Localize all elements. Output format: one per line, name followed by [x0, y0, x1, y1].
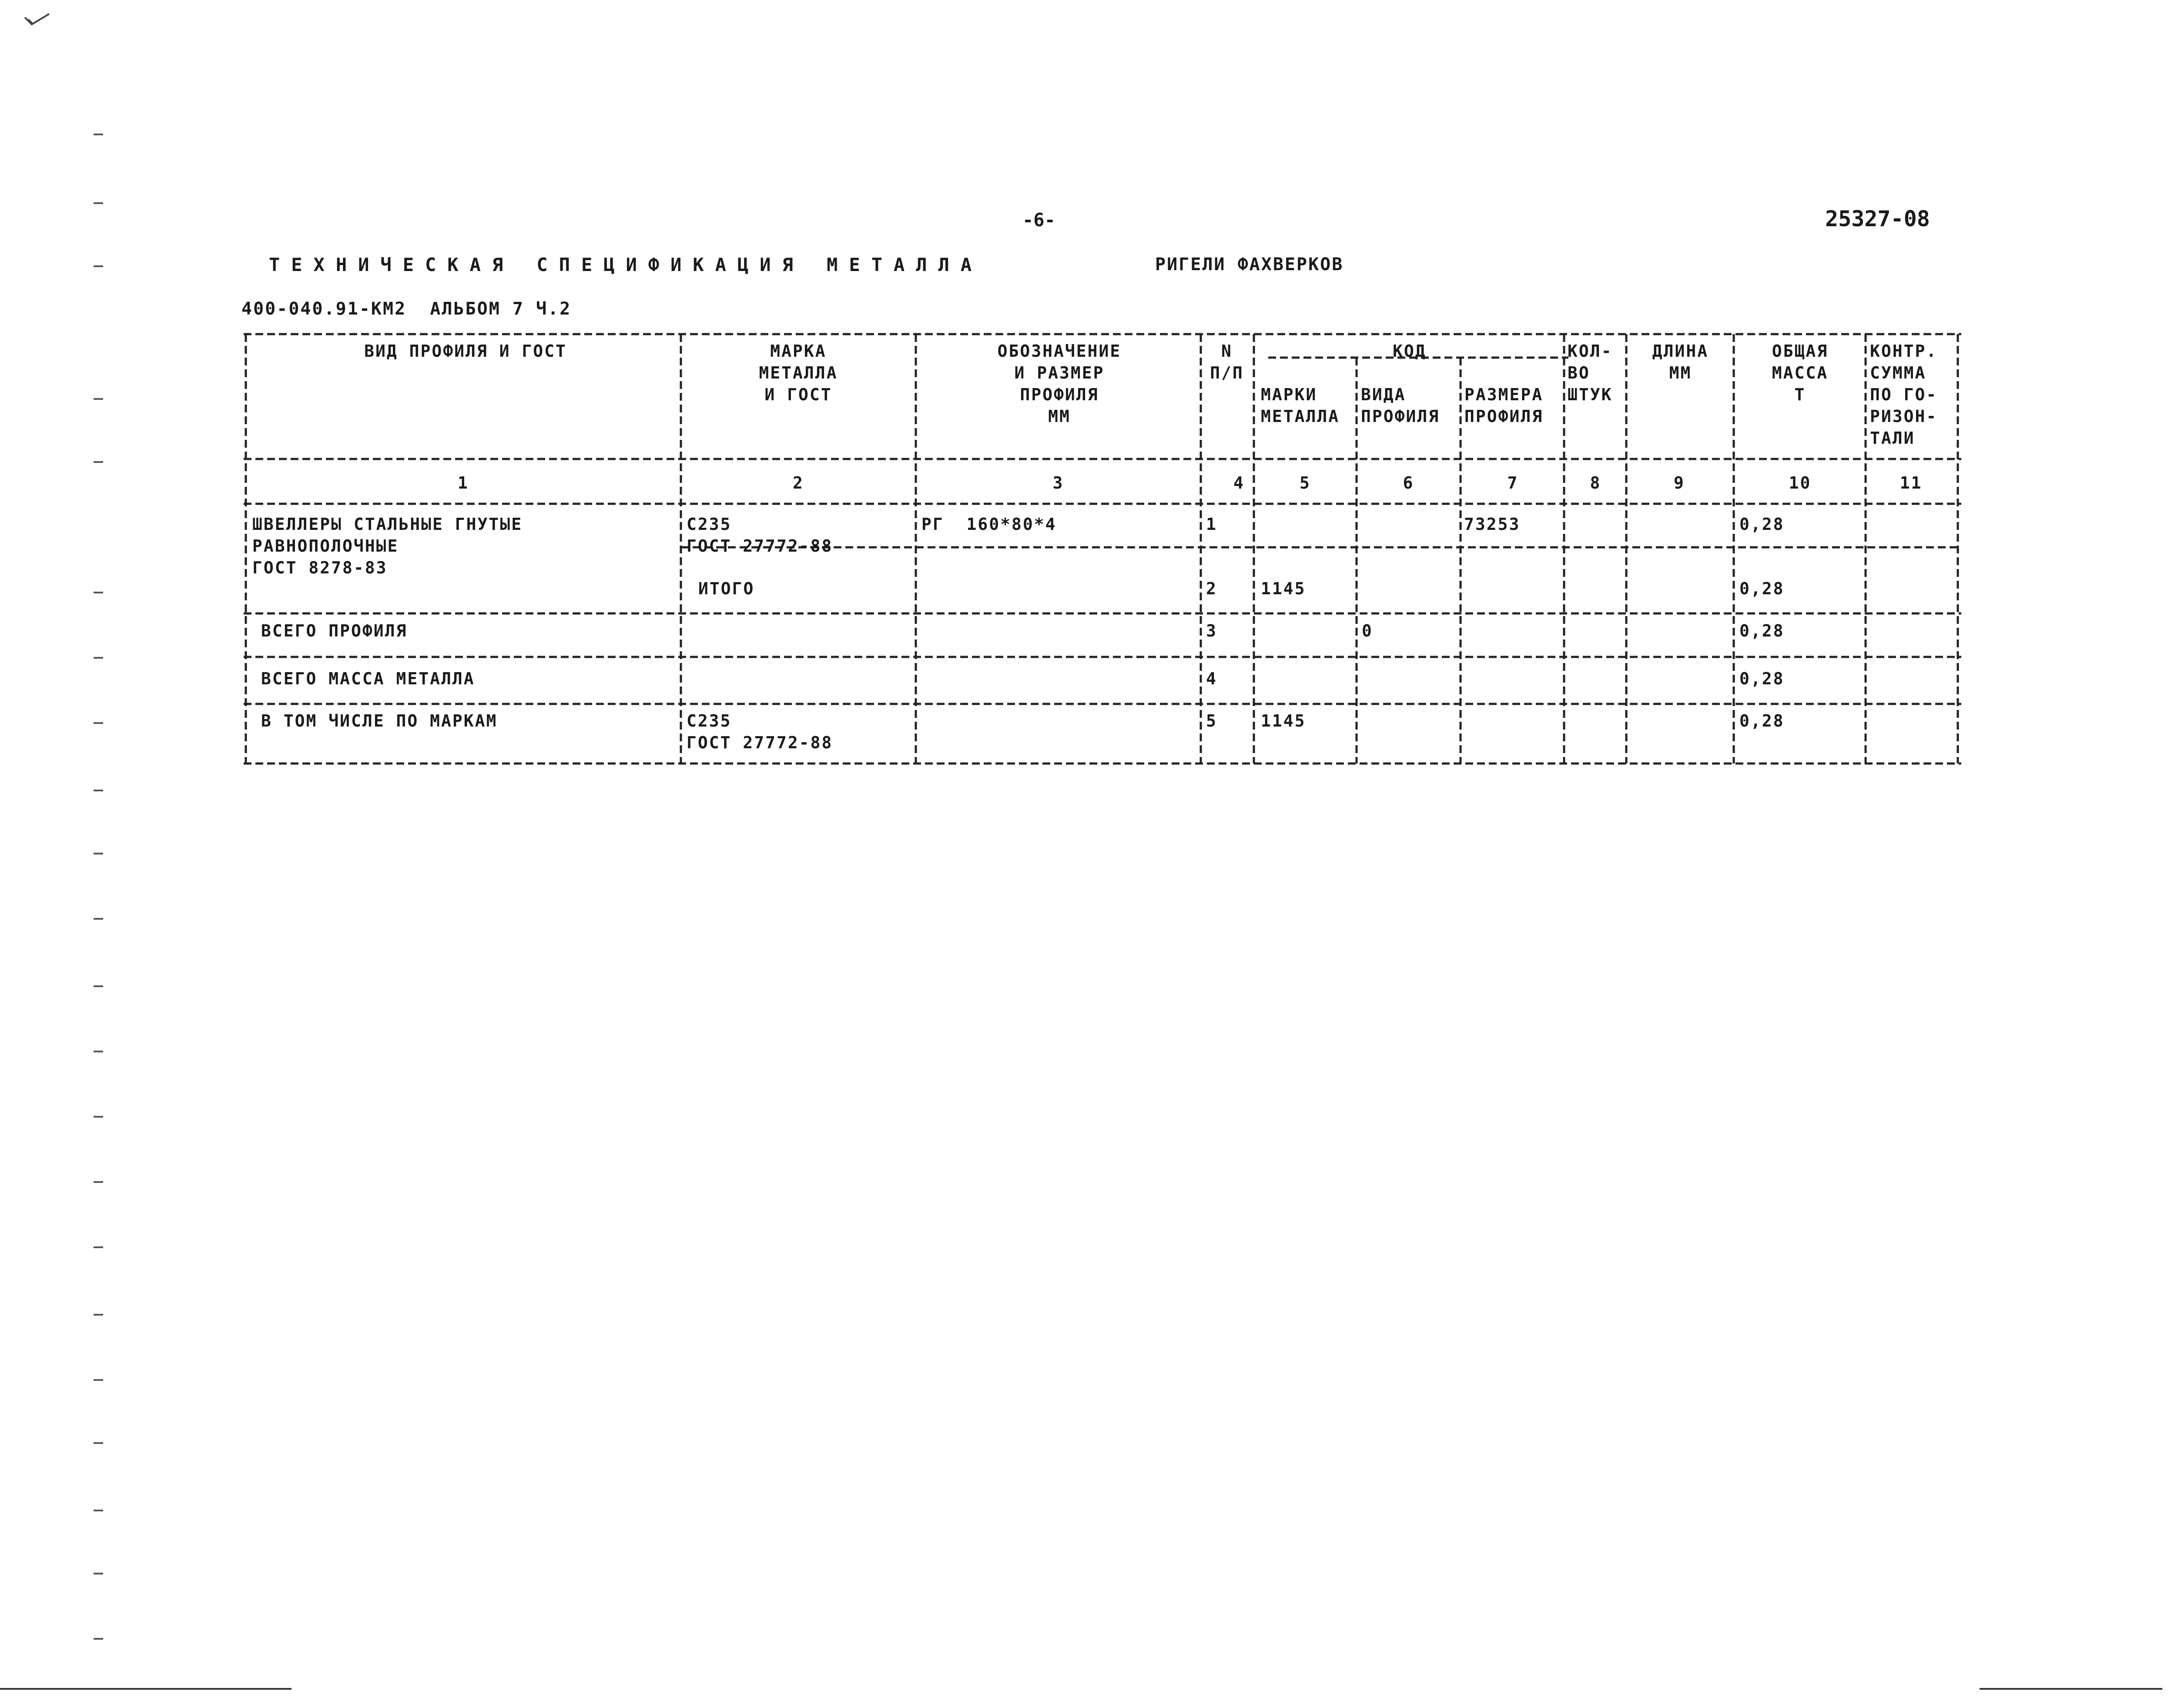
row1-metal-grade: С235 ГОСТ 27772-88 [687, 515, 833, 556]
column-number-7: 7 [1507, 473, 1519, 492]
row2-code-metal: 1145 [1261, 579, 1306, 598]
column-number-11: 11 [1900, 473, 1923, 492]
header-code-profile-type: ВИДА ПРОФИЛЯ [1361, 385, 1440, 426]
row4-total-mass: 0,28 [1739, 669, 1785, 688]
column-number-4: 4 [1233, 473, 1245, 492]
row1-designation: РГ 160*80*4 [921, 515, 1057, 534]
row4-profile-type: ВСЕГО МАССА МЕТАЛЛА [261, 669, 475, 688]
column-number-10: 10 [1789, 473, 1812, 492]
row1-profile-type: ШВЕЛЛЕРЫ СТАЛЬНЫЕ ГНУТЫЕ РАВНОПОЛОЧНЫЕ ГОСТ 8278-83 [252, 515, 523, 577]
row3-total-mass: 0,28 [1739, 621, 1785, 640]
row3-number: 3 [1206, 621, 1217, 640]
row5-number: 5 [1206, 711, 1217, 730]
column-number-6: 6 [1403, 473, 1414, 492]
header-row-number: N П/П [1210, 342, 1244, 382]
column-number-3: 3 [1052, 473, 1064, 492]
row5-code-metal: 1145 [1261, 711, 1306, 730]
column-number-9: 9 [1674, 473, 1685, 492]
document-title: ТЕХНИЧЕСКАЯ СПЕЦИФИКАЦИЯ МЕТАЛЛА [269, 254, 983, 275]
row5-profile-type: В ТОМ ЧИСЛЕ ПО МАРКАМ [261, 711, 498, 730]
header-length: ДЛИНА ММ [1652, 342, 1709, 382]
document-code: 25327-08 [1825, 206, 1930, 231]
row3-profile-type: ВСЕГО ПРОФИЛЯ [261, 621, 408, 640]
row3-code-profile-type: 0 [1362, 621, 1373, 640]
row2-number: 2 [1206, 579, 1217, 598]
column-number-1: 1 [458, 473, 469, 492]
header-profile-type: ВИД ПРОФИЛЯ И ГОСТ [364, 342, 567, 361]
row4-number: 4 [1206, 669, 1217, 688]
header-metal-grade: МАРКА МЕТАЛЛА И ГОСТ [759, 342, 838, 404]
column-number-8: 8 [1590, 473, 1601, 492]
column-number-2: 2 [793, 473, 804, 492]
header-total-mass: ОБЩАЯ МАССА Т [1772, 342, 1829, 404]
column-number-5: 5 [1300, 473, 1311, 492]
header-quantity: КОЛ- ВО ШТУК [1568, 342, 1613, 404]
row5-metal-grade: С235 ГОСТ 27772-88 [687, 711, 833, 752]
page-number: -6- [1022, 209, 1055, 231]
row5-total-mass: 0,28 [1739, 711, 1785, 730]
row1-number: 1 [1206, 515, 1217, 534]
album-reference: 400-040.91-КМ2 АЛЬБОМ 7 Ч.2 [241, 299, 572, 319]
header-code: КОД [1393, 342, 1427, 361]
header-code-profile-size: РАЗМЕРА ПРОФИЛЯ [1464, 385, 1544, 426]
row1-code-profile-size: 73253 [1464, 515, 1521, 534]
header-checksum: КОНТР. СУММА ПО ГО- РИЗОН- ТАЛИ [1870, 342, 1938, 448]
header-code-metal: МАРКИ МЕТАЛЛА [1261, 385, 1340, 426]
row2-metal-grade: ИТОГО [698, 579, 755, 598]
header-designation: ОБОЗНАЧЕНИЕ И РАЗМЕР ПРОФИЛЯ ММ [997, 342, 1122, 426]
document-subtitle: РИГЕЛИ ФАХВЕРКОВ [1155, 255, 1344, 275]
row2-total-mass: 0,28 [1739, 579, 1785, 598]
row1-total-mass: 0,28 [1739, 515, 1785, 534]
